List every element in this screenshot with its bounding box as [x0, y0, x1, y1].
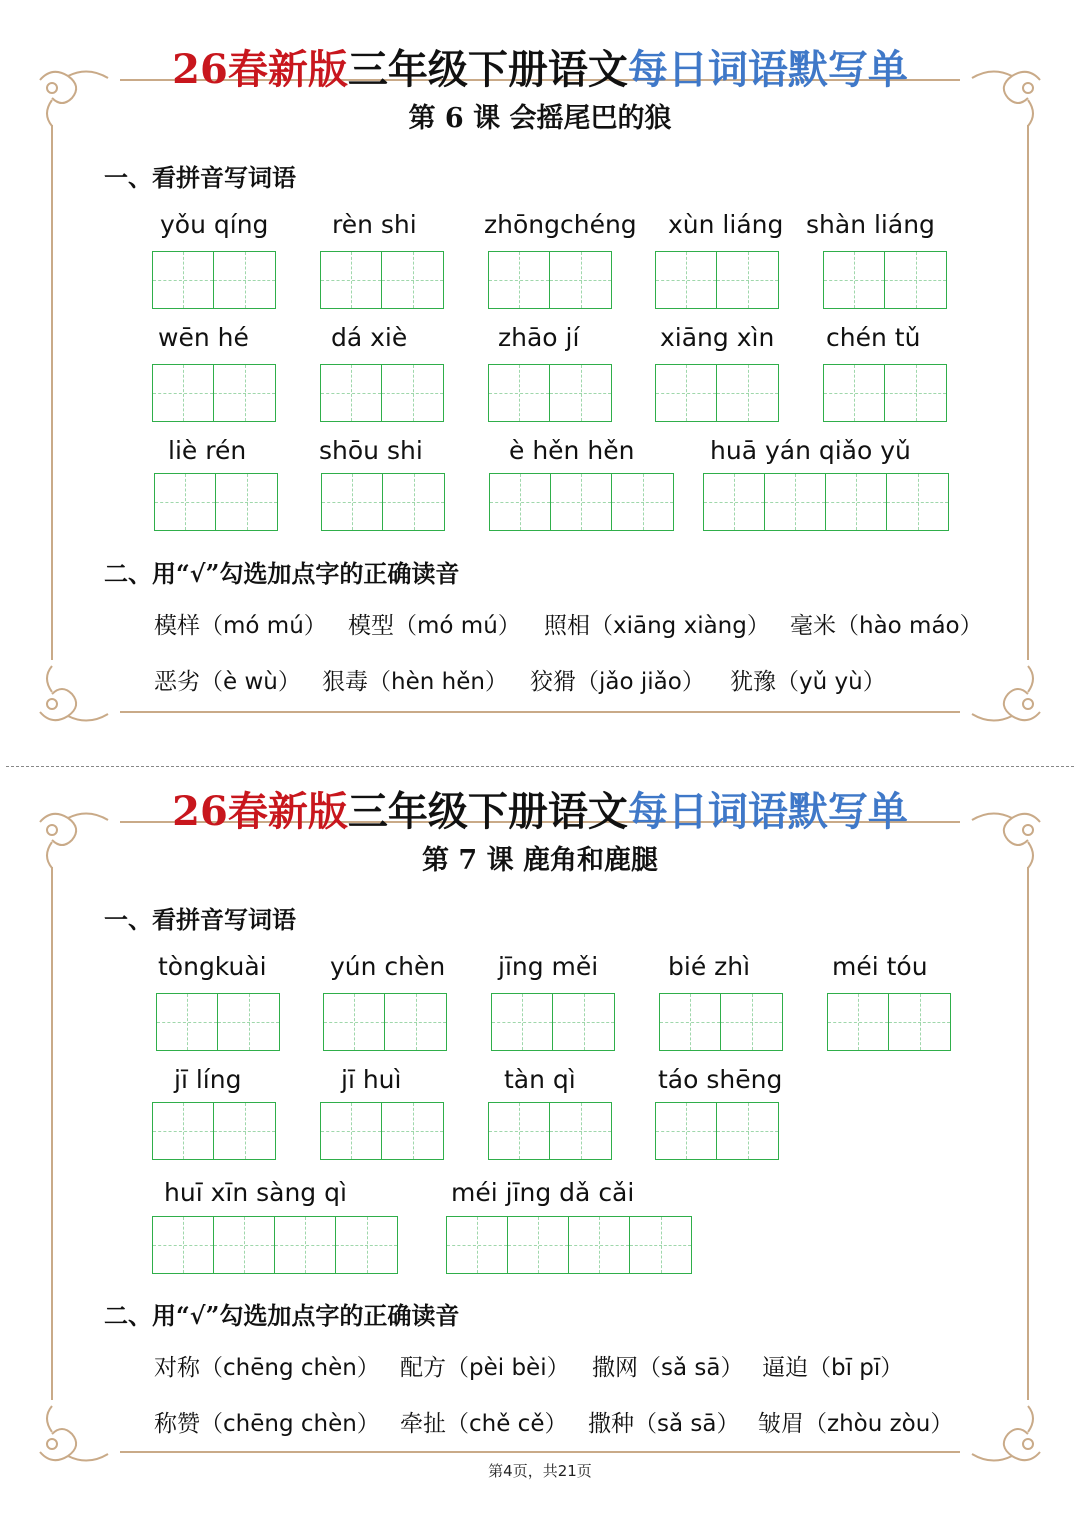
pinyin-label: méi tóu	[832, 952, 928, 981]
reading-choice[interactable]	[588, 1405, 739, 1438]
reading-choice[interactable]	[544, 607, 770, 640]
choice-word: 对称	[154, 1355, 200, 1381]
pinyin-label: xùn liáng	[668, 210, 784, 239]
writing-grid[interactable]	[488, 251, 612, 309]
writing-grid[interactable]	[320, 251, 444, 309]
writing-grid[interactable]	[703, 473, 949, 531]
pinyin-label: chén tǔ	[826, 323, 921, 352]
choice-options: （zhòu zòu）	[804, 1411, 954, 1437]
section-heading-reading: 二、用“√”勾选加点字的正确读音	[104, 559, 460, 588]
header-edition: 26春新版	[172, 46, 348, 93]
writing-grid[interactable]	[156, 993, 280, 1051]
pinyin-label: jīng měi	[498, 952, 599, 981]
reading-choice[interactable]	[730, 663, 886, 696]
pinyin-label: rèn shi	[332, 210, 417, 239]
pinyin-label: huī xīn sàng qì	[164, 1178, 347, 1207]
writing-grid[interactable]	[655, 251, 779, 309]
pinyin-label: jī huì	[341, 1065, 402, 1094]
choice-options: （mó mú）	[394, 613, 521, 639]
section-heading-pinyin: 一、看拼音写词语	[104, 163, 296, 192]
choice-options: （sǎ sā）	[634, 1411, 740, 1437]
choice-options: （hào máo）	[836, 613, 983, 639]
pinyin-label: méi jīng dǎ cǎi	[451, 1178, 635, 1207]
writing-grid[interactable]	[320, 364, 444, 422]
lesson-title: 第 7 课 鹿角和鹿腿	[422, 845, 658, 876]
reading-choice[interactable]	[348, 607, 521, 640]
reading-choice[interactable]	[154, 1349, 380, 1382]
choice-word: 毫米	[790, 613, 836, 639]
choice-word: 狠毒	[322, 669, 368, 695]
writing-grid[interactable]	[823, 251, 947, 309]
choice-options: （xiāng xiàng）	[590, 613, 770, 639]
pinyin-label: táo shēng	[658, 1065, 783, 1094]
writing-grid[interactable]	[323, 993, 447, 1051]
pinyin-label: tòngkuài	[158, 952, 267, 981]
writing-grid[interactable]	[154, 473, 278, 531]
writing-grid[interactable]	[152, 364, 276, 422]
page-divider	[6, 766, 1074, 767]
choice-options: （hèn hěn）	[368, 669, 508, 695]
reading-choice[interactable]	[154, 1405, 380, 1438]
lesson-title: 第 6 课 会摇尾巴的狼	[408, 103, 672, 134]
pinyin-label: dá xiè	[331, 323, 408, 352]
writing-grid[interactable]	[321, 473, 445, 531]
writing-grid[interactable]	[320, 1102, 444, 1160]
choice-word: 撒种	[588, 1411, 634, 1437]
reading-choice[interactable]	[322, 663, 508, 696]
pinyin-label: wēn hé	[158, 323, 249, 352]
header-sheet-type: 每日词语默写单	[627, 788, 908, 835]
writing-grid[interactable]	[659, 993, 783, 1051]
writing-grid[interactable]	[823, 364, 947, 422]
choice-options: （chēng chèn）	[200, 1411, 380, 1437]
choice-word: 模样	[154, 613, 200, 639]
pinyin-label: zhōngchéng	[484, 210, 637, 239]
choice-word: 牵扯	[400, 1411, 446, 1437]
header-grade: 三年级下册语文	[347, 788, 628, 835]
reading-choice[interactable]	[400, 1349, 570, 1382]
reading-choice[interactable]	[530, 663, 705, 696]
pinyin-label: è hěn hěn	[509, 436, 635, 465]
header-grade: 三年级下册语文	[347, 46, 628, 93]
choice-options: （yǔ yù）	[776, 669, 886, 695]
writing-grid[interactable]	[488, 364, 612, 422]
reading-choice[interactable]	[758, 1405, 953, 1438]
pinyin-label: zhāo jí	[498, 323, 580, 352]
pinyin-label: shàn liáng	[806, 210, 935, 239]
choice-word: 称赞	[154, 1411, 200, 1437]
section-heading-reading: 二、用“√”勾选加点字的正确读音	[104, 1301, 460, 1330]
choice-word: 皱眉	[758, 1411, 804, 1437]
pinyin-label: yǒu qíng	[160, 210, 269, 239]
pinyin-label: jī líng	[174, 1065, 242, 1094]
worksheet-header	[0, 38, 1080, 95]
page-number: 第4页，共21页	[488, 1462, 592, 1480]
writing-grid[interactable]	[655, 1102, 779, 1160]
writing-grid[interactable]	[488, 1102, 612, 1160]
choice-word: 模型	[348, 613, 394, 639]
pinyin-label: huā yán qiǎo yǔ	[710, 436, 911, 465]
choice-word: 犹豫	[730, 669, 776, 695]
choice-options: （chēng chèn）	[200, 1355, 380, 1381]
pinyin-label: tàn qì	[504, 1065, 576, 1094]
choice-word: 恶劣	[154, 669, 200, 695]
choice-options: （mó mú）	[200, 613, 327, 639]
pinyin-label: xiāng xìn	[660, 323, 775, 352]
choice-options: （è wù）	[200, 669, 301, 695]
writing-grid[interactable]	[827, 993, 951, 1051]
choice-options: （pèi bèi）	[446, 1355, 570, 1381]
writing-grid[interactable]	[655, 364, 779, 422]
writing-grid[interactable]	[489, 473, 674, 531]
choice-word: 撒网	[592, 1355, 638, 1381]
choice-options: （sǎ sā）	[638, 1355, 744, 1381]
reading-choice[interactable]	[154, 663, 301, 696]
section-heading-pinyin: 一、看拼音写词语	[104, 905, 296, 934]
reading-choice[interactable]	[592, 1349, 743, 1382]
pinyin-label: shōu shi	[319, 436, 423, 465]
worksheet-lesson-6	[0, 0, 1080, 740]
pinyin-label: yún chèn	[330, 952, 446, 981]
choice-options: （chě cě）	[446, 1411, 568, 1437]
worksheet-header	[0, 780, 1080, 837]
writing-grid[interactable]	[491, 993, 615, 1051]
choice-word: 逼迫	[762, 1355, 808, 1381]
choice-options: （jǎo jiǎo）	[576, 669, 705, 695]
writing-grid[interactable]	[152, 1102, 276, 1160]
pinyin-label: liè rén	[168, 436, 247, 465]
header-edition: 26春新版	[172, 788, 348, 835]
writing-grid[interactable]	[152, 251, 276, 309]
choice-word: 照相	[544, 613, 590, 639]
reading-choice[interactable]	[154, 607, 327, 640]
choice-word: 狡猾	[530, 669, 576, 695]
worksheet-lesson-7	[0, 770, 1080, 1490]
reading-choice[interactable]	[400, 1405, 567, 1438]
writing-grid[interactable]	[446, 1216, 692, 1274]
reading-choice[interactable]	[762, 1349, 903, 1382]
choice-options: （bī pī）	[808, 1355, 904, 1381]
reading-choice[interactable]	[790, 607, 983, 640]
header-sheet-type: 每日词语默写单	[627, 46, 908, 93]
choice-word: 配方	[400, 1355, 446, 1381]
writing-grid[interactable]	[152, 1216, 398, 1274]
pinyin-label: bié zhì	[668, 952, 751, 981]
